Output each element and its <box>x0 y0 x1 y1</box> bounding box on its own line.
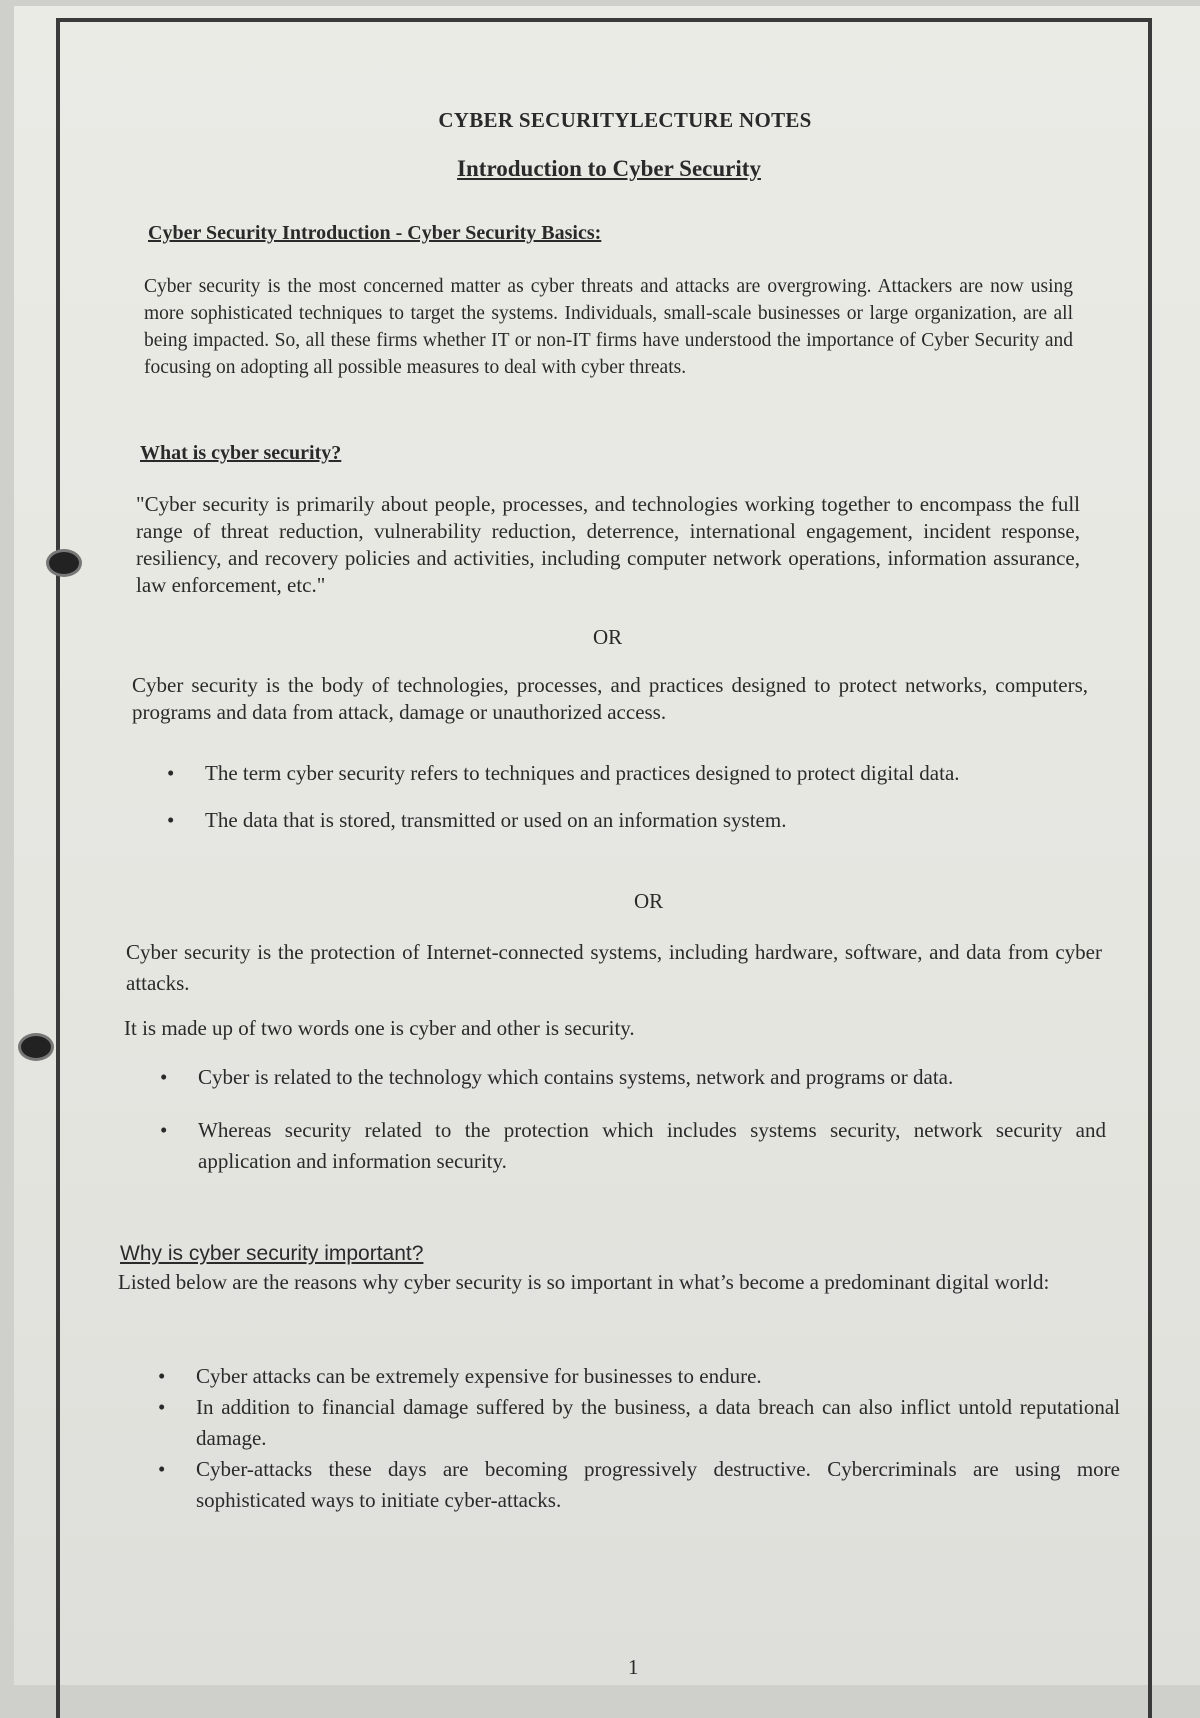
quote-paragraph: "Cyber security is primarily about people, processes, and technologies working together to encompass the full range of threat reduction, vulnerability reduction, deterrence, international engagement, incident response, resiliency, and recovery policies and activities, including computer network operations, information assurance, law enforcement, etc." <box>136 492 1080 597</box>
or-separator-2: OR <box>634 889 664 913</box>
page-number: 1 <box>628 1655 639 1679</box>
binder-hole-top <box>49 552 79 574</box>
list-item: • In addition to financial damage suffered by the business, a data breach can also inflict untold reputational damage. <box>156 1392 1120 1454</box>
bullet-dot: • <box>167 761 175 785</box>
bullet-dot: • <box>158 1364 166 1388</box>
list-item: • Whereas security related to the protection which includes systems security, network security and application and information security. <box>158 1115 1106 1177</box>
bullet-dot: • <box>160 1065 168 1089</box>
list-item: • Cyber-attacks these days are becoming progressively destructive. Cybercriminals are using more sophisticated ways to initiate cyber-attacks. <box>156 1454 1120 1516</box>
section3-intro: Listed below are the reasons why cyber security is so important in what’s become a predominant digital world: <box>118 1270 1050 1294</box>
bullet-list-c <box>156 1361 1120 1516</box>
bullet-dot: • <box>158 1457 166 1481</box>
document-title: CYBER SECURITYLECTURE NOTES <box>438 108 812 132</box>
document-subtitle: Introduction to Cyber Security <box>457 156 761 181</box>
two-words-line: It is made up of two words one is cyber and other is security. <box>124 1016 635 1040</box>
section2-heading: What is cyber security? <box>140 442 342 464</box>
bullet-dot: • <box>167 808 175 832</box>
list-item: • The data that is stored, transmitted or used on an information system. <box>165 805 1090 836</box>
bullet-dot: • <box>160 1118 168 1142</box>
list-item: • The term cyber security refers to techniques and practices designed to protect digital data. <box>165 758 1090 789</box>
section1-paragraph: Cyber security is the most concerned matter as cyber threats and attacks are overgrowing. Attackers are now using more sophisticated techniques to target the systems. Individuals, small-scale businesses or large organization, are all being impacted. So, all these firms whether IT or non-IT firms have understood the importance of Cyber Security and focusing on adopting all possible measures to deal with cyber threats. <box>144 276 1073 378</box>
bullet-list-a <box>165 758 1090 836</box>
bullet-list-b <box>158 1062 1106 1177</box>
section3-heading: Why is cyber security important? <box>120 1242 424 1265</box>
list-item: • Cyber is related to the technology which contains systems, network and programs or data. <box>158 1062 1106 1093</box>
or-separator-1: OR <box>593 625 623 649</box>
section1-heading: Cyber Security Introduction - Cyber Security Basics: <box>148 222 602 244</box>
bullet-dot: • <box>158 1395 166 1419</box>
list-item: • Cyber attacks can be extremely expensive for businesses to endure. <box>156 1361 1120 1392</box>
definition-paragraph-3: Cyber security is the protection of Internet-connected systems, including hardware, software, and data from cyber attacks. <box>126 940 1102 995</box>
binder-hole-bottom <box>21 1036 51 1058</box>
definition-paragraph-2: Cyber security is the body of technologies, processes, and practices designed to protect networks, computers, programs and data from attack, damage or unauthorized access. <box>132 673 1088 724</box>
